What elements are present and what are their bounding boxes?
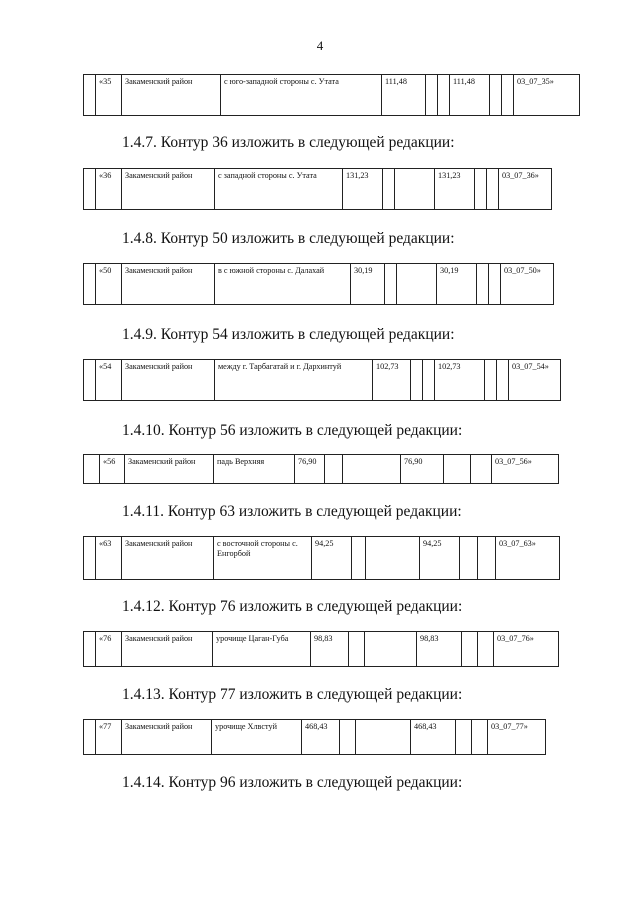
cell-district: Закаменский район [122,75,221,116]
cell-number: «63 [96,537,122,580]
table-row-contour-54 [83,359,561,401]
cell-empty [502,75,514,116]
cell-blank [84,169,96,210]
cell-district: Закаменский район [122,632,213,667]
cell-code: 03_07_54» [509,360,561,401]
cell-empty [478,632,494,667]
cell-area-repeat: 30,19 [437,264,477,305]
cell-empty [356,720,411,755]
section-heading-77: 1.4.13. Контур 77 изложить в следующей редакции: [122,686,463,703]
cell-empty [490,75,502,116]
cell-empty [438,75,450,116]
section-heading-56: 1.4.10. Контур 56 изложить в следующей редакции: [122,422,463,439]
cell-area: 76,90 [295,455,325,484]
cell-empty [477,264,489,305]
cell-location: с западной стороны с. Утата [215,169,343,210]
table-row-contour-76 [83,631,559,667]
cell-district: Закаменский район [125,455,214,484]
cell-empty [349,632,365,667]
cell-location: урочище Цаган-Губа [213,632,311,667]
cell-area: 468,43 [302,720,340,755]
cell-number: «56 [100,455,125,484]
cell-empty [423,360,435,401]
cell-empty [366,537,420,580]
cell-area-repeat: 98,83 [417,632,462,667]
cell-empty [340,720,356,755]
cell-area: 111,48 [382,75,426,116]
table-row-contour-56 [83,454,559,484]
cell-number: «76 [96,632,122,667]
cell-location: между г. Тарбагатай и г. Дархинтуй [215,360,373,401]
cell-empty [472,720,488,755]
cell-empty [444,455,471,484]
cell-empty [426,75,438,116]
cell-district: Закаменский район [122,360,215,401]
table-row-contour-36 [83,168,552,210]
cell-area: 98,83 [311,632,349,667]
cell-empty [462,632,478,667]
cell-empty [497,360,509,401]
cell-district: Закаменский район [122,169,215,210]
cell-empty [385,264,397,305]
cell-empty [365,632,417,667]
cell-blank [84,360,96,401]
cell-code: 03_07_35» [514,75,580,116]
cell-empty [325,455,343,484]
section-heading-50: 1.4.8. Контур 50 изложить в следующей редакции: [122,230,455,247]
cell-location: в с южной стороны с. Далахай [215,264,351,305]
cell-empty [471,455,492,484]
cell-code: 03_07_77» [488,720,546,755]
cell-blank [84,720,96,755]
cell-area-repeat: 76,90 [401,455,444,484]
cell-area-repeat: 94,25 [420,537,460,580]
cell-empty [475,169,487,210]
cell-empty [383,169,395,210]
cell-area-repeat: 131,23 [435,169,475,210]
cell-empty [460,537,478,580]
cell-blank [84,75,96,116]
cell-empty [352,537,366,580]
cell-blank [84,632,96,667]
cell-number: «35 [96,75,122,116]
cell-district: Закаменский район [122,264,215,305]
cell-empty [456,720,472,755]
cell-empty [397,264,437,305]
cell-area: 131,23 [343,169,383,210]
cell-area-repeat: 102,73 [435,360,485,401]
cell-area: 30,19 [351,264,385,305]
cell-number: «36 [96,169,122,210]
cell-empty [485,360,497,401]
cell-number: «50 [96,264,122,305]
cell-location: с восточной стороны с. Енгорбой [214,537,312,580]
page-number: 4 [316,38,324,53]
section-heading-63: 1.4.11. Контур 63 изложить в следующей редакции: [122,503,462,520]
cell-number: «77 [96,720,122,755]
cell-empty [343,455,401,484]
cell-empty [489,264,501,305]
cell-empty [411,360,423,401]
cell-empty [395,169,435,210]
cell-location: падь Верхняя [214,455,295,484]
section-heading-54: 1.4.9. Контур 54 изложить в следующей редакции: [122,326,455,343]
cell-location: урочище Хлвстуй [212,720,302,755]
cell-district: Закаменский район [122,720,212,755]
cell-blank [84,264,96,305]
table-row-contour-63 [83,536,560,580]
cell-code: 03_07_56» [492,455,559,484]
section-heading-96: 1.4.14. Контур 96 изложить в следующей редакции: [122,774,463,791]
cell-blank [84,455,100,484]
cell-location: с юго-западной стороны с. Утата [221,75,382,116]
table-row-contour-50 [83,263,554,305]
cell-code: 03_07_50» [501,264,554,305]
table-row-contour-35 [83,74,580,116]
cell-code: 03_07_63» [496,537,560,580]
cell-empty [487,169,499,210]
cell-area-repeat: 111,48 [450,75,490,116]
cell-area-repeat: 468,43 [411,720,456,755]
cell-area: 94,25 [312,537,352,580]
cell-number: «54 [96,360,122,401]
table-row-contour-77 [83,719,546,755]
section-heading-36: 1.4.7. Контур 36 изложить в следующей редакции: [122,134,455,151]
cell-empty [478,537,496,580]
cell-code: 03_07_36» [499,169,552,210]
cell-blank [84,537,96,580]
section-heading-76: 1.4.12. Контур 76 изложить в следующей редакции: [122,598,463,615]
cell-district: Закаменский район [122,537,214,580]
cell-code: 03_07_76» [494,632,559,667]
cell-area: 102,73 [373,360,411,401]
